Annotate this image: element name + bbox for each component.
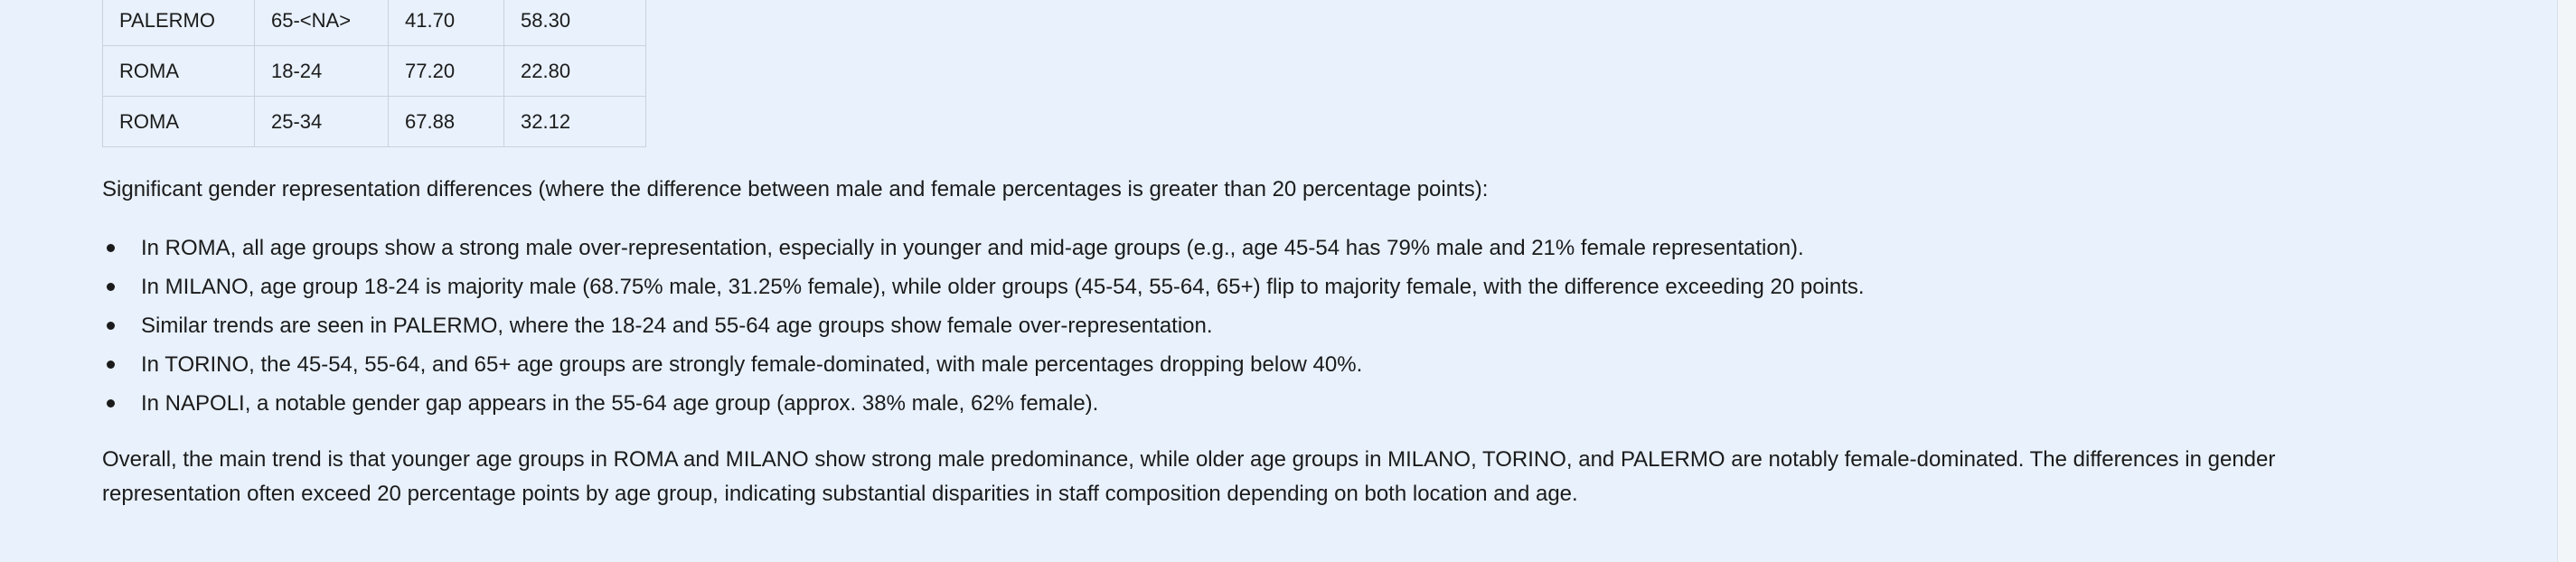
list-item — [102, 345, 1865, 384]
list-item-text: In TORINO, the 45-54, 55-64, and 65+ age groups are strongly female-dominated, with male percentages dropping below 40%. — [141, 352, 1363, 377]
table-cell-female-pct: 58.30 — [504, 0, 646, 46]
bullet-icon — [107, 283, 115, 291]
list-item-text: Similar trends are seen in PALERMO, where the 18-24 and 55-64 age groups show female over-representation. — [141, 314, 1213, 338]
table-cell-female-pct: 22.80 — [504, 46, 646, 97]
findings-list — [102, 229, 1865, 423]
list-item — [102, 229, 1865, 267]
results-table — [102, 0, 646, 147]
table-cell-age-group: 18-24 — [255, 46, 389, 97]
table-cell-male-pct: 77.20 — [389, 46, 504, 97]
bullet-icon — [107, 322, 115, 330]
table-row — [103, 97, 646, 147]
table-cell-age-group: 25-34 — [255, 97, 389, 147]
list-item-text: In NAPOLI, a notable gender gap appears in the 55-64 age group (approx. 38% male, 62% female). — [141, 391, 1099, 416]
bullet-icon — [107, 361, 115, 369]
table-cell-female-pct: 32.12 — [504, 97, 646, 147]
table-cell-city: PALERMO — [103, 0, 255, 46]
table-row — [103, 46, 646, 97]
bullet-icon — [107, 399, 115, 407]
list-item-text: In MILANO, age group 18-24 is majority male (68.75% male, 31.25% female), while older groups (45-54, 55-64, 65+) flip to majority female, with the difference exceeding 20 points. — [141, 275, 1865, 299]
table-cell-age-group: 65-<NA> — [255, 0, 389, 46]
table-cell-city: ROMA — [103, 97, 255, 147]
bullet-icon — [107, 244, 115, 252]
table-row — [103, 0, 646, 46]
list-item-text: In ROMA, all age groups show a strong male over-representation, especially in younger and mid-age groups (e.g., age 45-54 has 79% male and 21% female representation). — [141, 236, 1804, 260]
list-item — [102, 384, 1865, 423]
vertical-scrollbar[interactable] — [2557, 0, 2576, 562]
list-item — [102, 267, 1865, 306]
table-cell-male-pct: 67.88 — [389, 97, 504, 147]
chat-message-content — [102, 0, 2416, 506]
table-cell-city: ROMA — [103, 46, 255, 97]
intro-paragraph: Significant gender representation differences (where the difference between male and female percentages is greater than 20 percentage points): — [102, 177, 1489, 201]
summary-paragraph: Overall, the main trend is that younger age groups in ROMA and MILANO show strong male predominance, while older age groups in MILANO, TORINO, and PALERMO are notably female-dominated. The differences in gender representation often exceed 20 percentage points by age group, indicating substantial disparities in staff composition depending on both location and age. — [102, 447, 2276, 506]
list-item — [102, 306, 1865, 345]
table-cell-male-pct: 41.70 — [389, 0, 504, 46]
